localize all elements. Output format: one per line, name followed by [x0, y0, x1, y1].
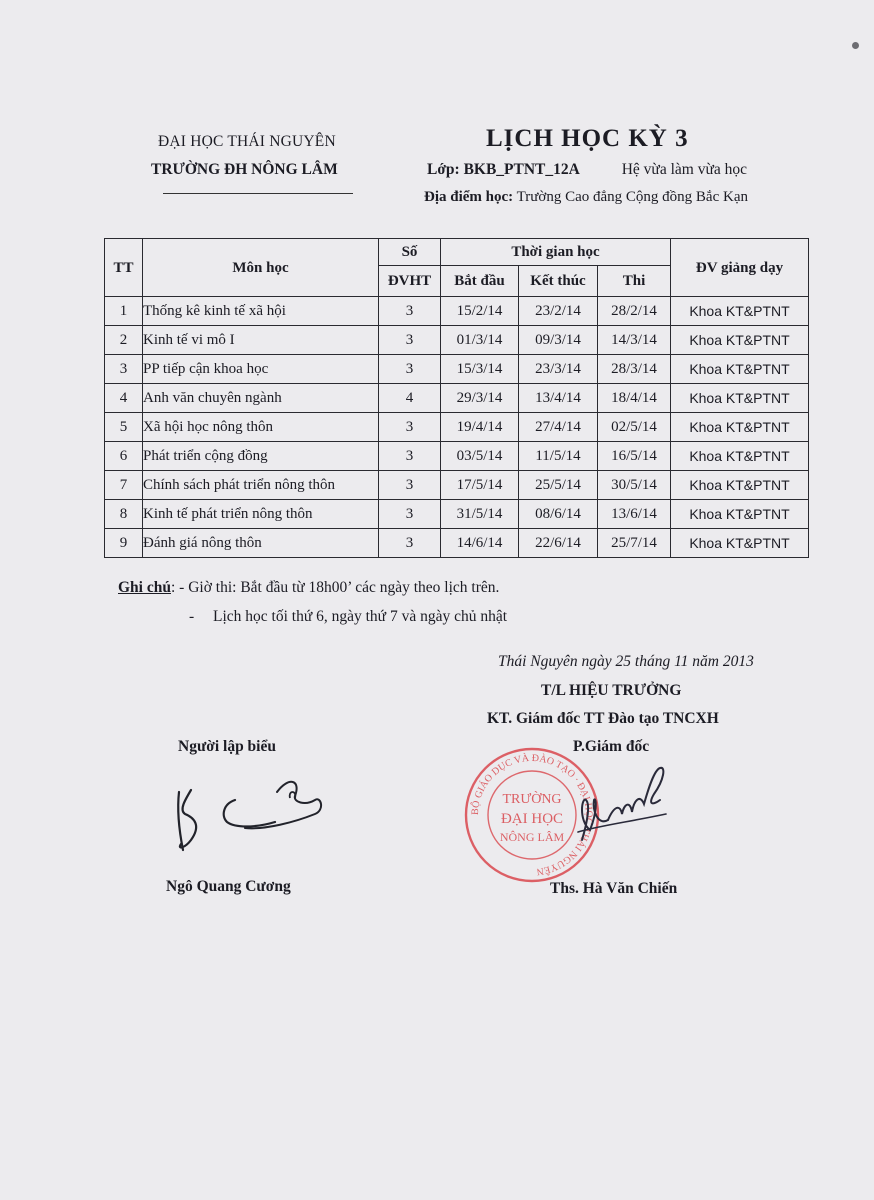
- row-tt: 9: [105, 529, 143, 558]
- row-exam: 28/3/14: [598, 355, 671, 384]
- note-text-2: Lịch học tối thứ 6, ngày thứ 7 và ngày chủ nhật: [213, 608, 508, 625]
- note-line-2: [189, 608, 507, 626]
- row-subject: Kinh tế vi mô I: [143, 326, 379, 355]
- row-unit: Khoa KT&PTNT: [671, 442, 809, 471]
- table-row: [105, 355, 809, 384]
- row-unit: Khoa KT&PTNT: [671, 529, 809, 558]
- row-credits: 3: [379, 471, 441, 500]
- position-title: KT. Giám đốc TT Đào tạo TNCXH: [487, 710, 719, 727]
- class-code: BKB_PTNT_12A: [463, 161, 580, 178]
- row-subject: Chính sách phát triển nông thôn: [143, 471, 379, 500]
- table-row: [105, 500, 809, 529]
- row-tt: 7: [105, 471, 143, 500]
- table-row: [105, 529, 809, 558]
- header-credits-top: Số: [379, 239, 441, 266]
- row-end: 23/2/14: [519, 297, 598, 326]
- school-name: TRƯỜNG ĐH NÔNG LÂM: [151, 161, 338, 178]
- row-credits: 3: [379, 529, 441, 558]
- row-end: 22/6/14: [519, 529, 598, 558]
- table-row: [105, 384, 809, 413]
- row-end: 09/3/14: [519, 326, 598, 355]
- row-tt: 3: [105, 355, 143, 384]
- row-credits: 3: [379, 500, 441, 529]
- director-signature: [568, 760, 678, 850]
- page-title: LỊCH HỌC KỲ 3: [486, 125, 689, 152]
- row-unit: Khoa KT&PTNT: [671, 355, 809, 384]
- row-start: 15/3/14: [441, 355, 519, 384]
- university-name: ĐẠI HỌC THÁI NGUYÊN: [158, 133, 336, 150]
- table-row: [105, 471, 809, 500]
- row-start: 29/3/14: [441, 384, 519, 413]
- schedule-table: [104, 238, 809, 558]
- table-row: [105, 413, 809, 442]
- row-exam: 18/4/14: [598, 384, 671, 413]
- row-end: 13/4/14: [519, 384, 598, 413]
- header-subject: Môn học: [143, 239, 379, 297]
- row-tt: 8: [105, 500, 143, 529]
- row-unit: Khoa KT&PTNT: [671, 500, 809, 529]
- study-mode: Hệ vừa làm vừa học: [621, 161, 747, 178]
- row-subject: Phát triển cộng đồng: [143, 442, 379, 471]
- row-credits: 3: [379, 413, 441, 442]
- row-exam: 02/5/14: [598, 413, 671, 442]
- table-row: [105, 326, 809, 355]
- class-line: [427, 161, 747, 179]
- row-start: 15/2/14: [441, 297, 519, 326]
- row-exam: 28/2/14: [598, 297, 671, 326]
- seal-line-3: NÔNG LÂM: [499, 830, 565, 844]
- row-exam: 30/5/14: [598, 471, 671, 500]
- location-value: Trường Cao đẳng Cộng đồng Bắc Kạn: [516, 189, 748, 205]
- seal-line-1: TRƯỜNG: [502, 792, 562, 807]
- row-subject: PP tiếp cận khoa học: [143, 355, 379, 384]
- row-start: 19/4/14: [441, 413, 519, 442]
- signer-name: Ths. Hà Văn Chiến: [550, 880, 678, 897]
- header-unit: ĐV giảng dạy: [671, 239, 809, 297]
- row-end: 25/5/14: [519, 471, 598, 500]
- header-time-group: Thời gian học: [441, 239, 671, 266]
- row-unit: Khoa KT&PTNT: [671, 297, 809, 326]
- row-tt: 2: [105, 326, 143, 355]
- header-exam: Thi: [598, 266, 671, 297]
- row-exam: 14/3/14: [598, 326, 671, 355]
- row-tt: 4: [105, 384, 143, 413]
- header-start: Bắt đầu: [441, 266, 519, 297]
- row-unit: Khoa KT&PTNT: [671, 326, 809, 355]
- row-start: 31/5/14: [441, 500, 519, 529]
- row-credits: 3: [379, 297, 441, 326]
- date-line: Thái Nguyên ngày 25 tháng 11 năm 2013: [498, 653, 754, 670]
- row-end: 11/5/14: [519, 442, 598, 471]
- row-start: 01/3/14: [441, 326, 519, 355]
- preparer-name: Ngô Quang Cương: [166, 878, 291, 895]
- location-line: [424, 189, 748, 206]
- punch-hole: [852, 42, 859, 49]
- preparer-label: Người lập biểu: [178, 738, 276, 755]
- row-end: 23/3/14: [519, 355, 598, 384]
- row-end: 27/4/14: [519, 413, 598, 442]
- header-divider: [163, 193, 353, 194]
- row-exam: 25/7/14: [598, 529, 671, 558]
- header-end: Kết thúc: [519, 266, 598, 297]
- row-subject: Thống kê kinh tế xã hội: [143, 297, 379, 326]
- note-label: Ghi chú: [118, 579, 171, 596]
- row-credits: 4: [379, 384, 441, 413]
- seal-ring-text: BỘ GIÁO DỤC VÀ ĐÀO TẠO · ĐẠI HỌC THÁI NGUYÊN: [469, 752, 595, 877]
- row-credits: 3: [379, 442, 441, 471]
- row-unit: Khoa KT&PTNT: [671, 384, 809, 413]
- row-tt: 5: [105, 413, 143, 442]
- row-subject: Đánh giá nông thôn: [143, 529, 379, 558]
- table-row: [105, 297, 809, 326]
- row-exam: 13/6/14: [598, 500, 671, 529]
- note-dash: -: [189, 608, 195, 625]
- row-end: 08/6/14: [519, 500, 598, 529]
- class-label: Lớp:: [427, 161, 460, 178]
- row-tt: 1: [105, 297, 143, 326]
- row-unit: Khoa KT&PTNT: [671, 471, 809, 500]
- note-text-1: : - Giờ thi: Bắt đầu từ 18h00’ các ngày theo lịch trên.: [170, 579, 500, 596]
- row-exam: 16/5/14: [598, 442, 671, 471]
- row-subject: Anh văn chuyên ngành: [143, 384, 379, 413]
- deputy-title: P.Giám đốc: [573, 738, 650, 755]
- row-credits: 3: [379, 355, 441, 384]
- location-label: Địa điểm học:: [424, 189, 514, 205]
- row-start: 14/6/14: [441, 529, 519, 558]
- row-subject: Xã hội học nông thôn: [143, 413, 379, 442]
- row-tt: 6: [105, 442, 143, 471]
- row-unit: Khoa KT&PTNT: [671, 413, 809, 442]
- header-tt: TT: [105, 239, 143, 297]
- row-start: 03/5/14: [441, 442, 519, 471]
- preparer-signature: [165, 770, 335, 860]
- seal-line-2: ĐẠI HỌC: [500, 811, 564, 827]
- authority-title: T/L HIỆU TRƯỞNG: [541, 682, 682, 699]
- note-line-1: [118, 579, 499, 597]
- row-credits: 3: [379, 326, 441, 355]
- header-credits-bottom: ĐVHT: [379, 266, 441, 297]
- row-start: 17/5/14: [441, 471, 519, 500]
- row-subject: Kinh tế phát triển nông thôn: [143, 500, 379, 529]
- table-row: [105, 442, 809, 471]
